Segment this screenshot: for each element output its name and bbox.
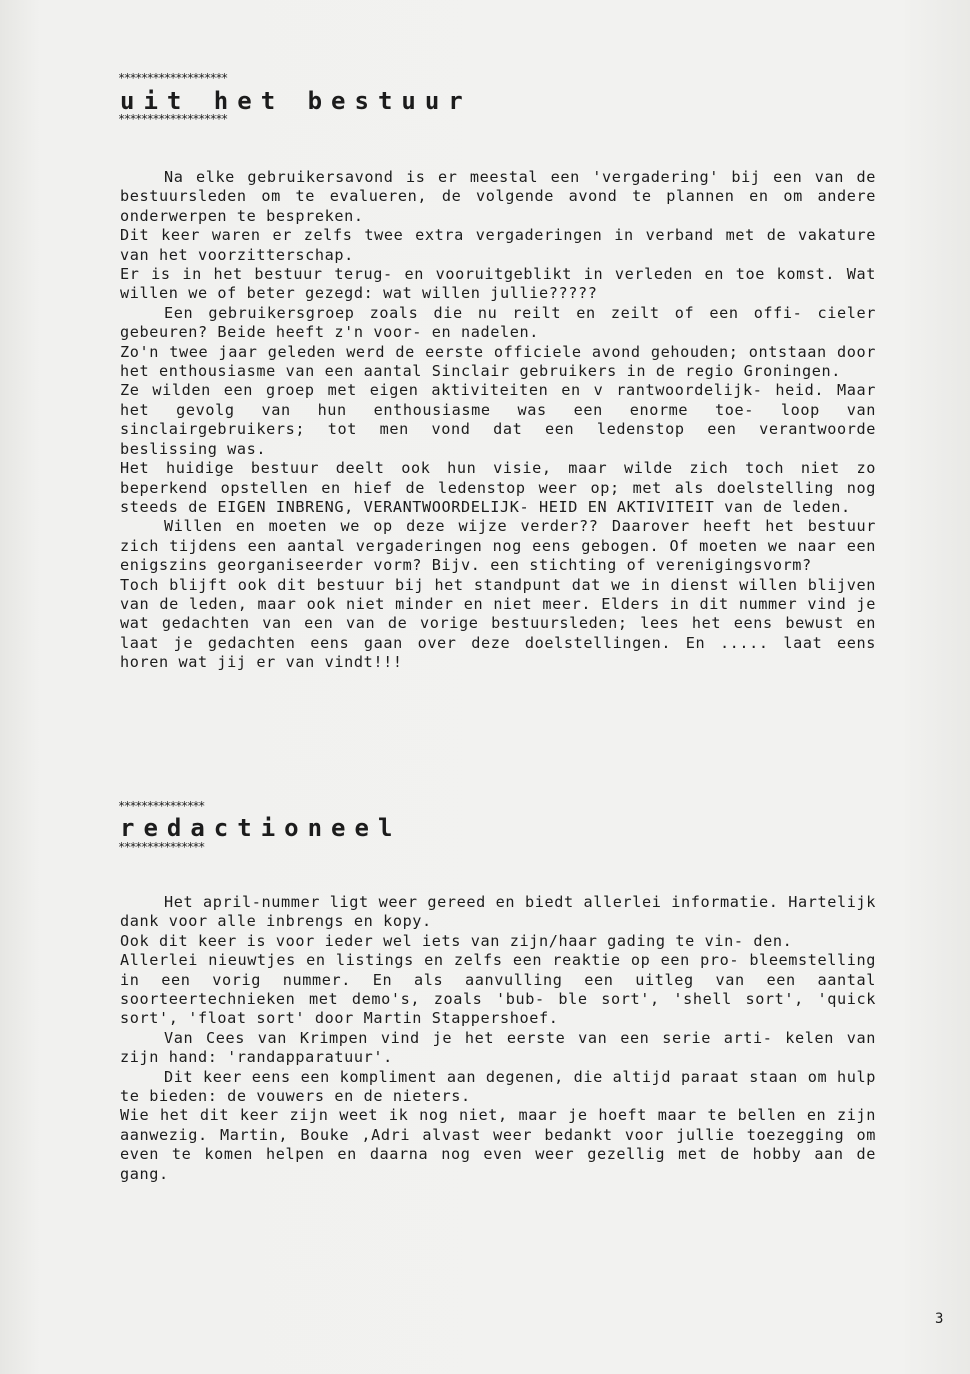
- paragraph: Ze wilden een groep met eigen aktiviteiten en v rantwoordelijk- heid. Maar het gevolg van hun enthousiasme was een enorme toe- loop van sinclairgebruikers; tot men vond dat een ledenstop een verantwoorde beslissing was.: [120, 381, 886, 458]
- paragraph: Wie het dit keer zijn weet ik nog niet, maar je hoeft maar te bellen en zijn aanwezig. Martin, Bouke ,Adri alvast weer bedankt voor jullie toezegging om even te komen helpen en daarna nog even weer gezellig met de hobby aan de gang.: [120, 1106, 886, 1183]
- paragraph: Dit keer eens een kompliment aan degenen, die altijd paraat staan om hulp te bieden: de vouwers en de nieters.: [120, 1067, 886, 1106]
- section-title-redactioneel: redactioneel: [120, 814, 402, 842]
- redactioneel-article: [120, 893, 886, 1184]
- paragraph: Na elke gebruikersavond is er meestal een 'vergadering' bij een van de bestuursleden om te evalueren, de volgende avond te plannen en om andere onderwerpen te bespreken.: [120, 168, 886, 225]
- paragraph: Ook dit keer is voor ieder wel iets van zijn/haar gading te vin- den.: [120, 931, 793, 950]
- paragraph: Er is in het bestuur terug- en vooruitgeblikt in verleden en toe komst. Wat willen we of beter gezegd: wat willen jullie?????: [120, 265, 886, 303]
- paragraph: Willen en moeten we op deze wijze verder?? Daarover heeft het bestuur zich tijdens een aantal vergaderingen nog eens gebogen. Of moeten we naar een enigszins georganiseerder vorm? Bijv. een stichting of verenigingsvorm?: [120, 517, 886, 575]
- paragraph: Van Cees van Krimpen vind je het eerste van een serie arti- kelen van zijn hand: 'randapparatuur'.: [120, 1028, 886, 1067]
- bestuur-article: [120, 168, 886, 673]
- paragraph: Het april-nummer ligt weer gereed en biedt allerlei informatie. Hartelijk dank voor alle inbrengs en kopy.: [120, 893, 886, 931]
- paragraph: Toch blijft ook dit bestuur bij het standpunt dat we in dienst willen blijven van de leden, maar ook niet minder en niet meer. Elders in dit nummer vind je wat gedachten van een van de vorige bestuursleden; lees het eens bewust en laat je gedachten eens gaan over deze doelstellingen. En ..... laat eens horen wat jij er van vindt!!!: [120, 575, 886, 672]
- star-border-top: ***************: [118, 800, 204, 812]
- star-border-top: *******************: [118, 72, 227, 84]
- paragraph: Dit keer waren er zelfs twee extra vergaderingen in verband met de vakature van het voorzitterschap.: [120, 226, 886, 264]
- page-number: 3: [935, 1311, 944, 1327]
- star-border-bottom: *******************: [118, 113, 227, 125]
- paragraph: Zo'n twee jaar geleden werd de eerste officiele avond gehouden; ontstaan door het enthousiasme van een aantal Sinclair gebruikers in de regio Groningen.: [120, 342, 886, 381]
- section-title-bestuur: uit het bestuur: [120, 87, 472, 115]
- paragraph: Een gebruikersgroep zoals die nu reilt en zeilt of een offi- cieler gebeuren? Beide heeft z'n voor- en nadelen.: [120, 303, 886, 342]
- paragraph: Allerlei nieuwtjes en listings en zelfs een reaktie op een pro- bleemstelling in een vorig nummer. En als aanvulling een uitleg van een aantal soorteertechnieken met demo's, zoals 'bub- ble sort', 'shell sort', 'quick sort', 'float sort' door Martin Stappershoef.: [120, 951, 886, 1028]
- star-border-bottom: ***************: [118, 841, 204, 853]
- paragraph: Het huidige bestuur deelt ook hun visie, maar wilde zich toch niet zo beperkend opstellen en hief de ledenstop weer op; met als doelstelling nog steeds de EIGEN INBRENG, VERANTWOORDELIJK- HEID EN AKTIVITEIT van de leden.: [120, 459, 886, 516]
